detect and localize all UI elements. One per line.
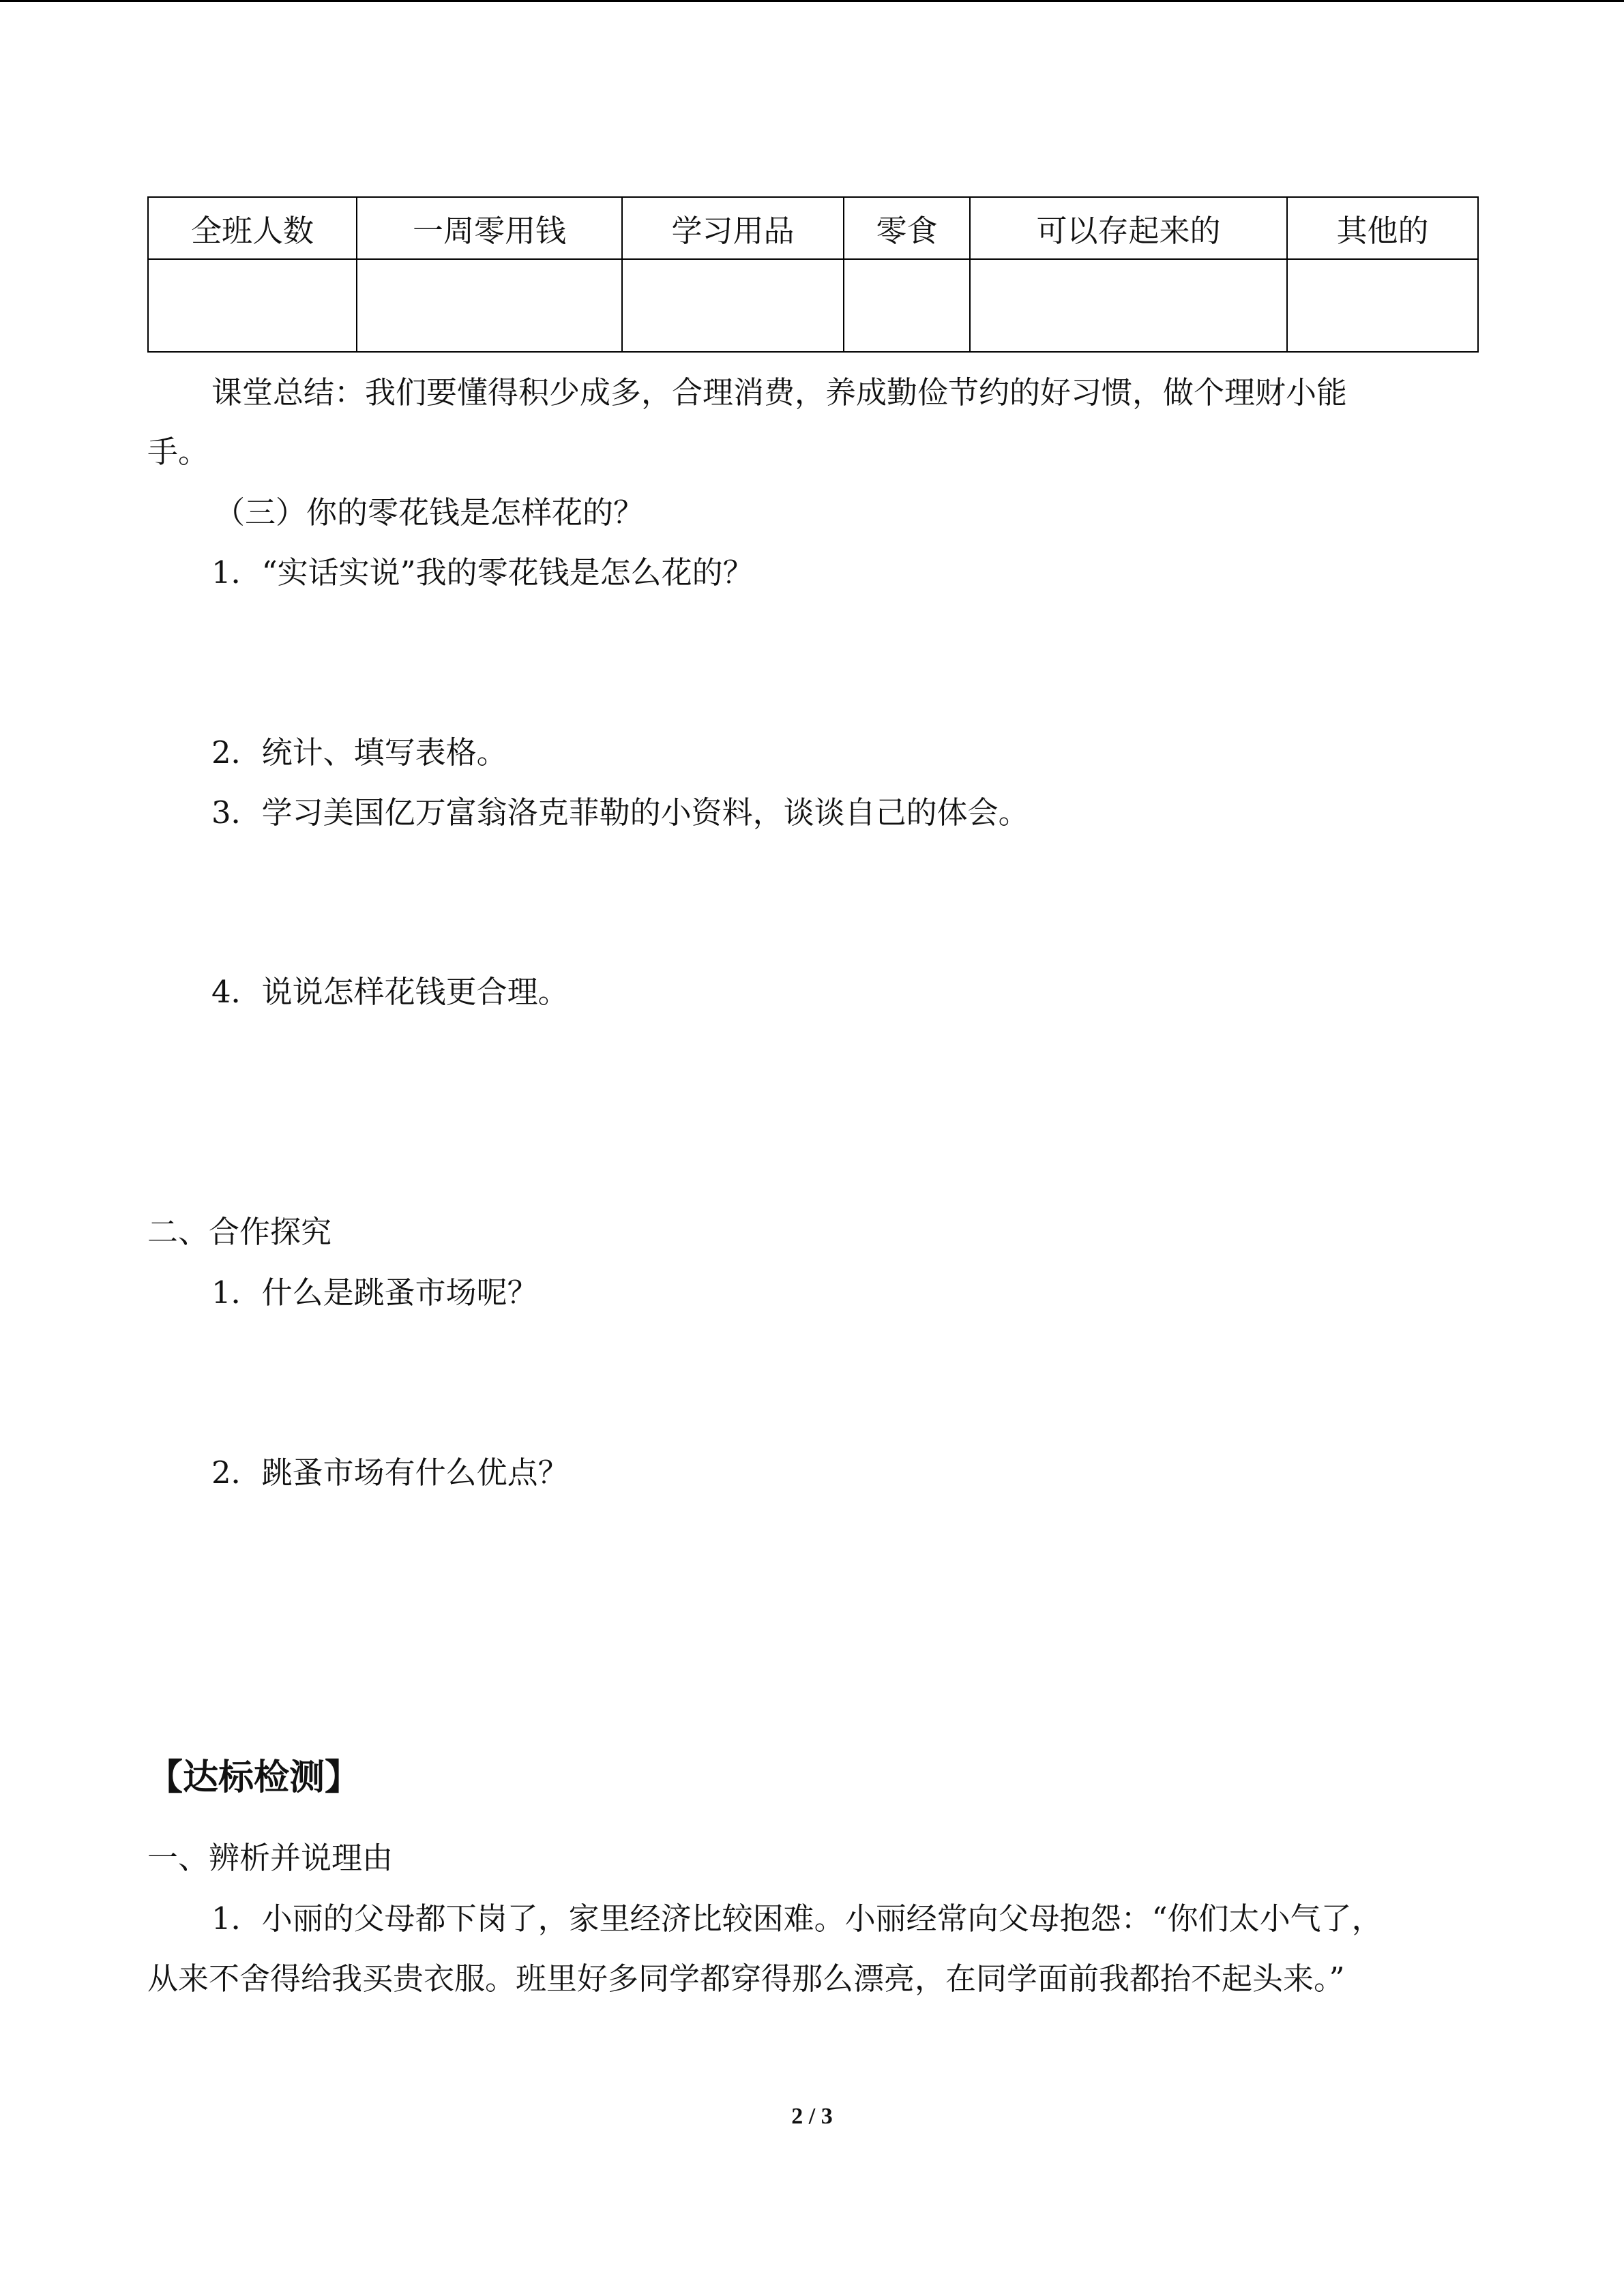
- section3-item-4: 4．说说怎样花钱更合理。: [211, 974, 569, 1010]
- table-row: [148, 259, 1478, 352]
- assessment-item-1-line-2: 从来不舍得给我买贵衣服。班里好多同学都穿得那么漂亮，在同学面前我都抬不起头来。”: [147, 1960, 1345, 1997]
- section3-item-1: 1．“实话实说”我的零花钱是怎么花的？: [211, 554, 754, 591]
- table-header-cell: 其他的: [1287, 197, 1478, 259]
- table-cell-empty[interactable]: [1287, 259, 1478, 352]
- summary-line-2: 手。: [147, 434, 209, 470]
- table-cell-empty[interactable]: [844, 259, 970, 352]
- section3-title: （三）你的零花钱是怎样花的？: [214, 494, 645, 531]
- table-header-cell: 学习用品: [622, 197, 844, 259]
- pocket-money-table: [147, 196, 1479, 353]
- table-header-cell: 全班人数: [148, 197, 357, 259]
- cooperation-item-1: 1．什么是跳蚤市场呢？: [211, 1274, 538, 1311]
- cooperation-item-2: 2．跳蚤市场有什么优点？: [211, 1455, 569, 1491]
- table-cell-empty[interactable]: [622, 259, 844, 352]
- assessment-heading: 【达标检测】: [147, 1757, 361, 1798]
- table-header-row: [148, 197, 1478, 259]
- table-cell-empty[interactable]: [357, 259, 622, 352]
- cooperation-title: 二、合作探究: [147, 1214, 332, 1250]
- page-number: 2 / 3: [791, 2104, 833, 2129]
- assessment-item-1-line-1: 1．小丽的父母都下岗了，家里经济比较困难。小丽经常向父母抱怨：“你们太小气了，: [211, 1900, 1383, 1937]
- assessment-subtitle: 一、辨析并说理由: [147, 1840, 394, 1876]
- table-header-cell: 零食: [844, 197, 970, 259]
- table-cell-empty[interactable]: [970, 259, 1287, 352]
- section3-item-3: 3．学习美国亿万富翁洛克菲勒的小资料，谈谈自己的体会。: [211, 794, 1029, 831]
- table-header-cell: 可以存起来的: [970, 197, 1287, 259]
- table-cell-empty[interactable]: [148, 259, 357, 352]
- table-header-cell: 一周零用钱: [357, 197, 622, 259]
- section3-item-2: 2．统计、填写表格。: [211, 734, 507, 771]
- summary-line-1: 课堂总结：我们要懂得积少成多，合理消费，养成勤俭节约的好习惯，做个理财小能: [211, 374, 1348, 411]
